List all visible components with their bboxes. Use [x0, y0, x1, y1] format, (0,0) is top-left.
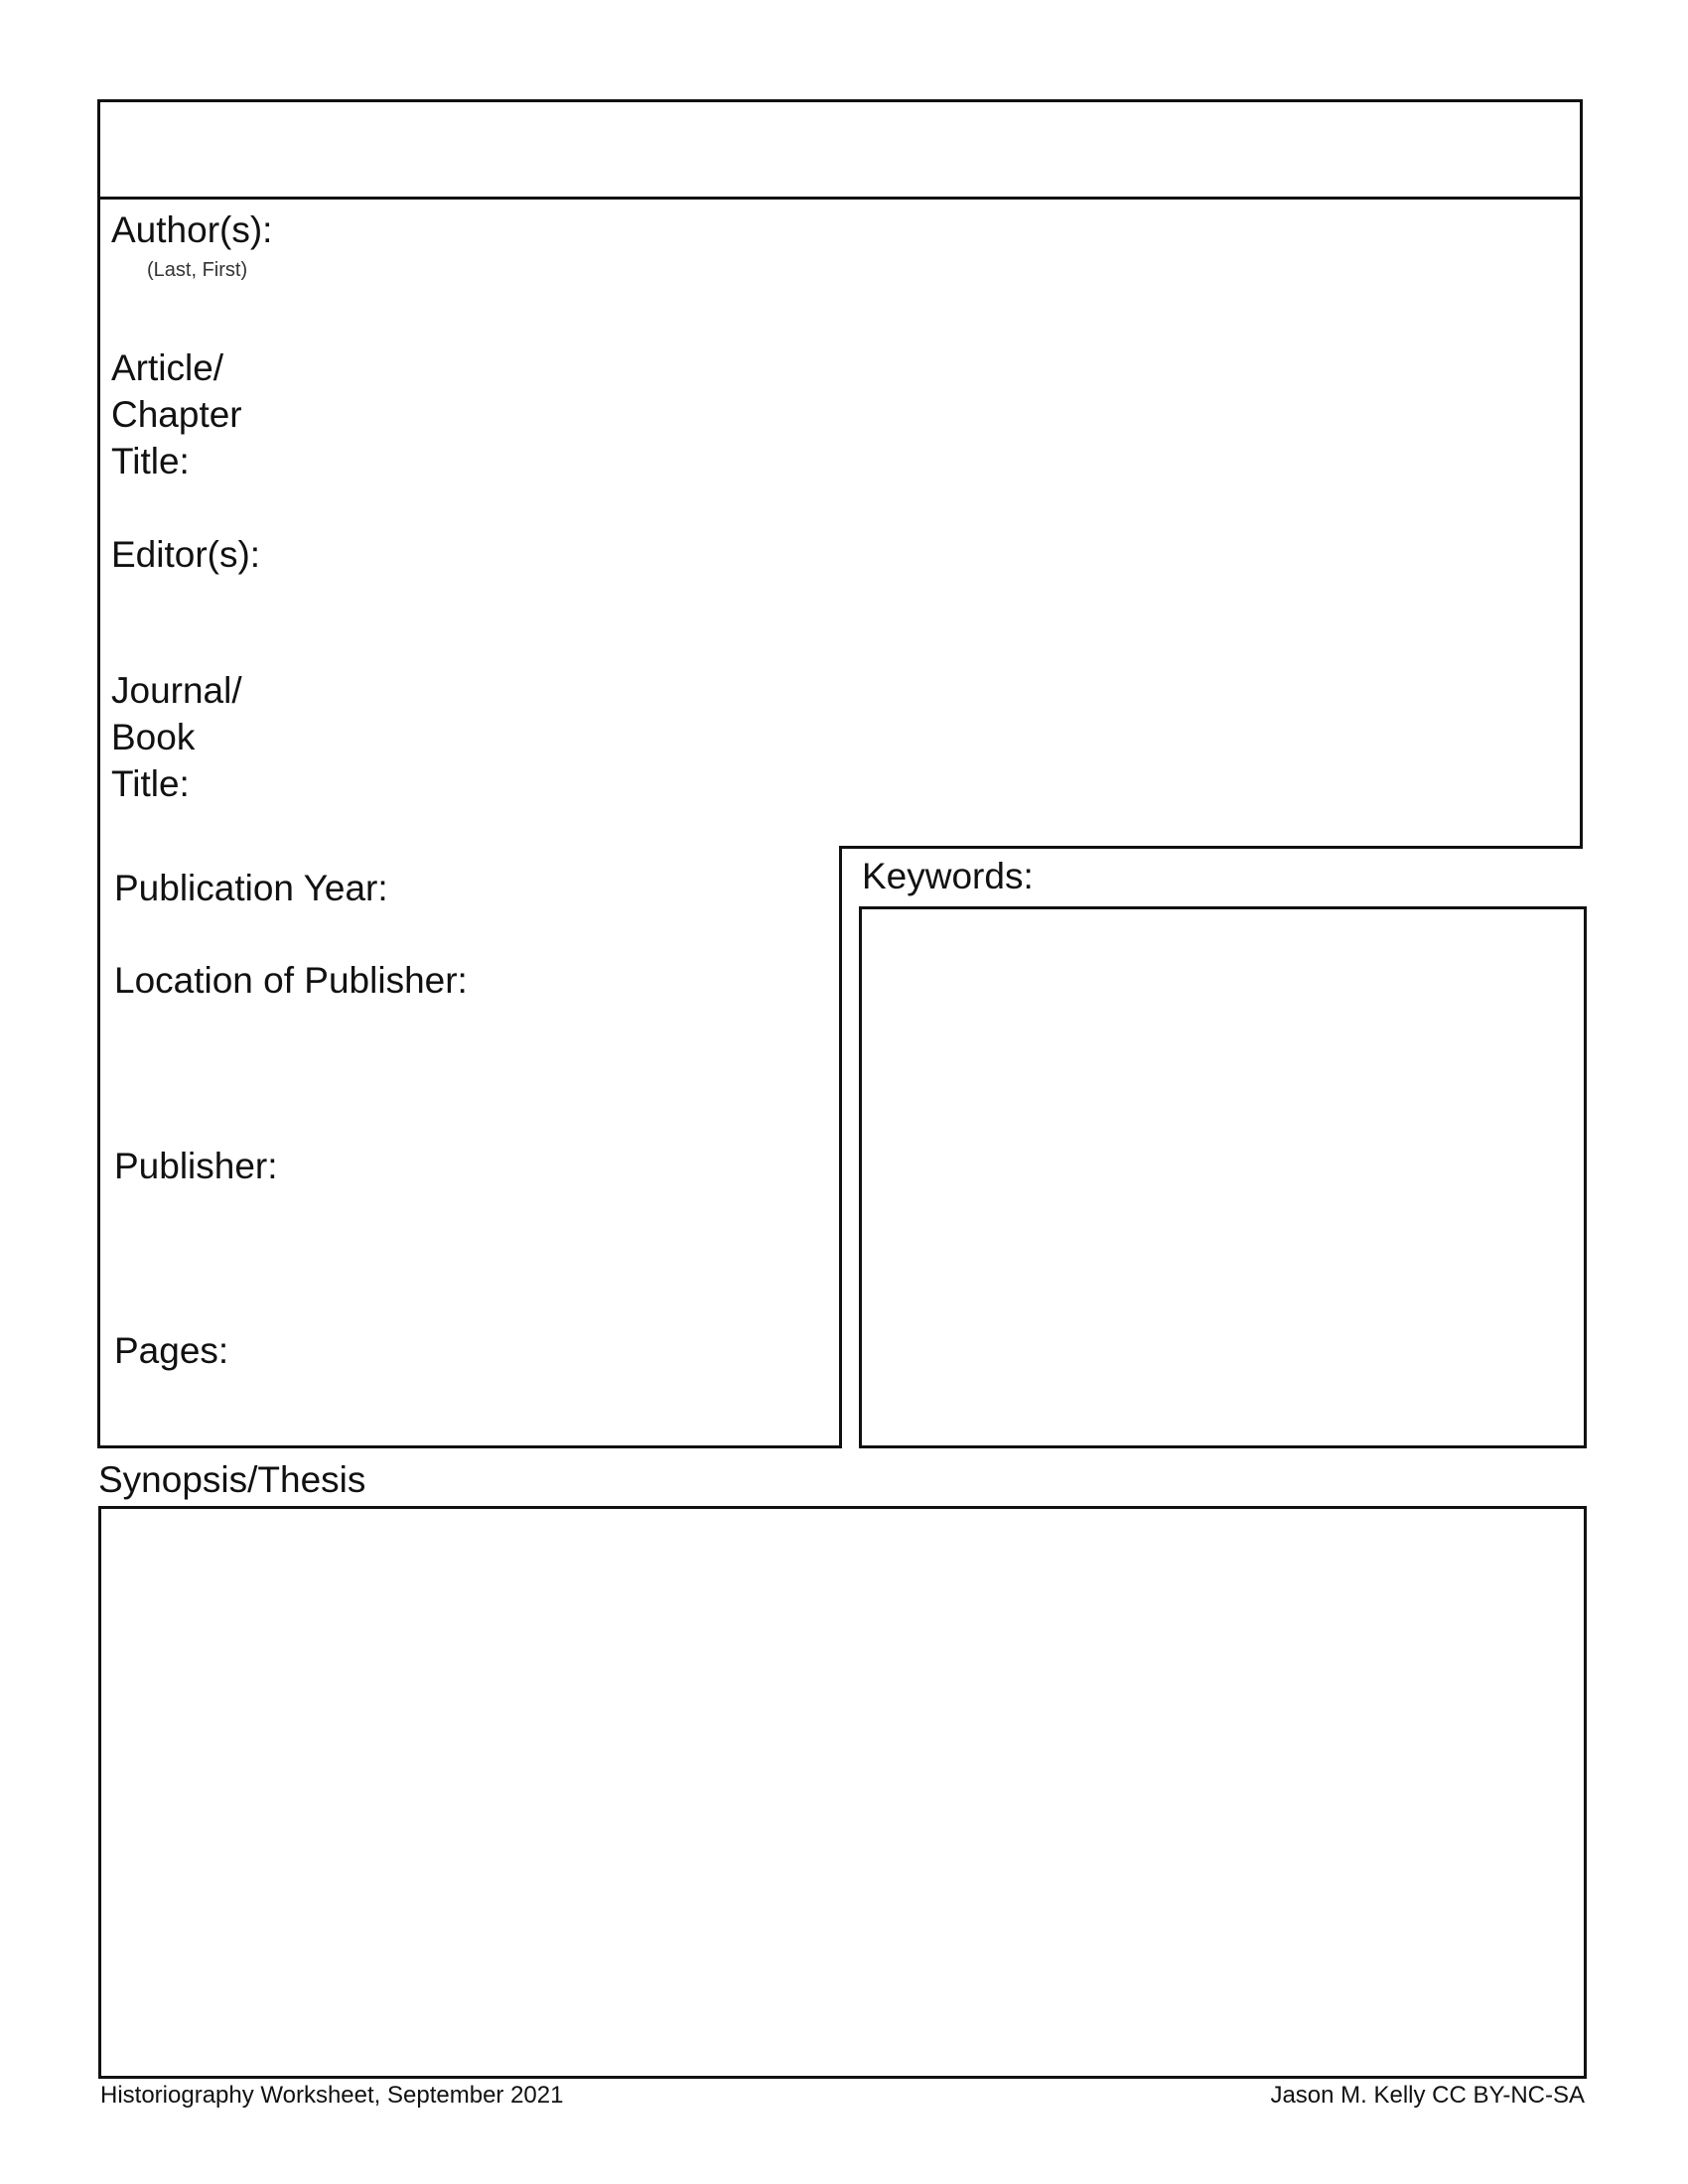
publisher-label: Publisher: [114, 1146, 278, 1186]
keywords-label: Keywords: [862, 856, 1034, 896]
editors-label: Editor(s): [111, 534, 261, 575]
title-field[interactable] [97, 99, 1583, 200]
journal-title-field[interactable] [100, 660, 1580, 819]
citation-keywords-divider [839, 846, 1583, 849]
article-title-field[interactable] [100, 338, 1580, 486]
authors-label: Author(s): [111, 209, 273, 250]
authors-field[interactable] [100, 200, 1580, 319]
footer-right-text: Jason M. Kelly CC BY-NC-SA [1270, 2082, 1585, 2109]
pages-label: Pages: [114, 1330, 229, 1371]
publisher-field[interactable] [100, 1134, 837, 1293]
location-of-publisher-field[interactable] [100, 948, 837, 1107]
journal-title-label-line-1: Journal/ [111, 670, 242, 711]
publication-year-label: Publication Year: [114, 868, 388, 908]
synopsis-label: Synopsis/Thesis [98, 1459, 366, 1500]
article-title-label-line-2: Chapter [111, 394, 242, 435]
synopsis-box[interactable] [98, 1506, 1587, 2079]
journal-title-label-line-3: Title: [111, 763, 190, 804]
editors-field[interactable] [100, 521, 1580, 640]
pages-field[interactable] [100, 1318, 837, 1437]
form-right-border-upper [1580, 198, 1583, 849]
journal-title-label-line-2: Book [111, 717, 196, 757]
keywords-box[interactable] [859, 906, 1587, 1448]
location-of-publisher-label: Location of Publisher: [114, 960, 468, 1001]
publication-year-field[interactable] [100, 856, 837, 935]
article-title-label-line-3: Title: [111, 441, 190, 481]
authors-hint: (Last, First) [147, 259, 248, 281]
citation-column-right-border [839, 846, 842, 1448]
citation-column-bottom-border [97, 1445, 842, 1448]
article-title-label-line-1: Article/ [111, 347, 224, 388]
footer-left-text: Historiography Worksheet, September 2021 [100, 2082, 564, 2109]
